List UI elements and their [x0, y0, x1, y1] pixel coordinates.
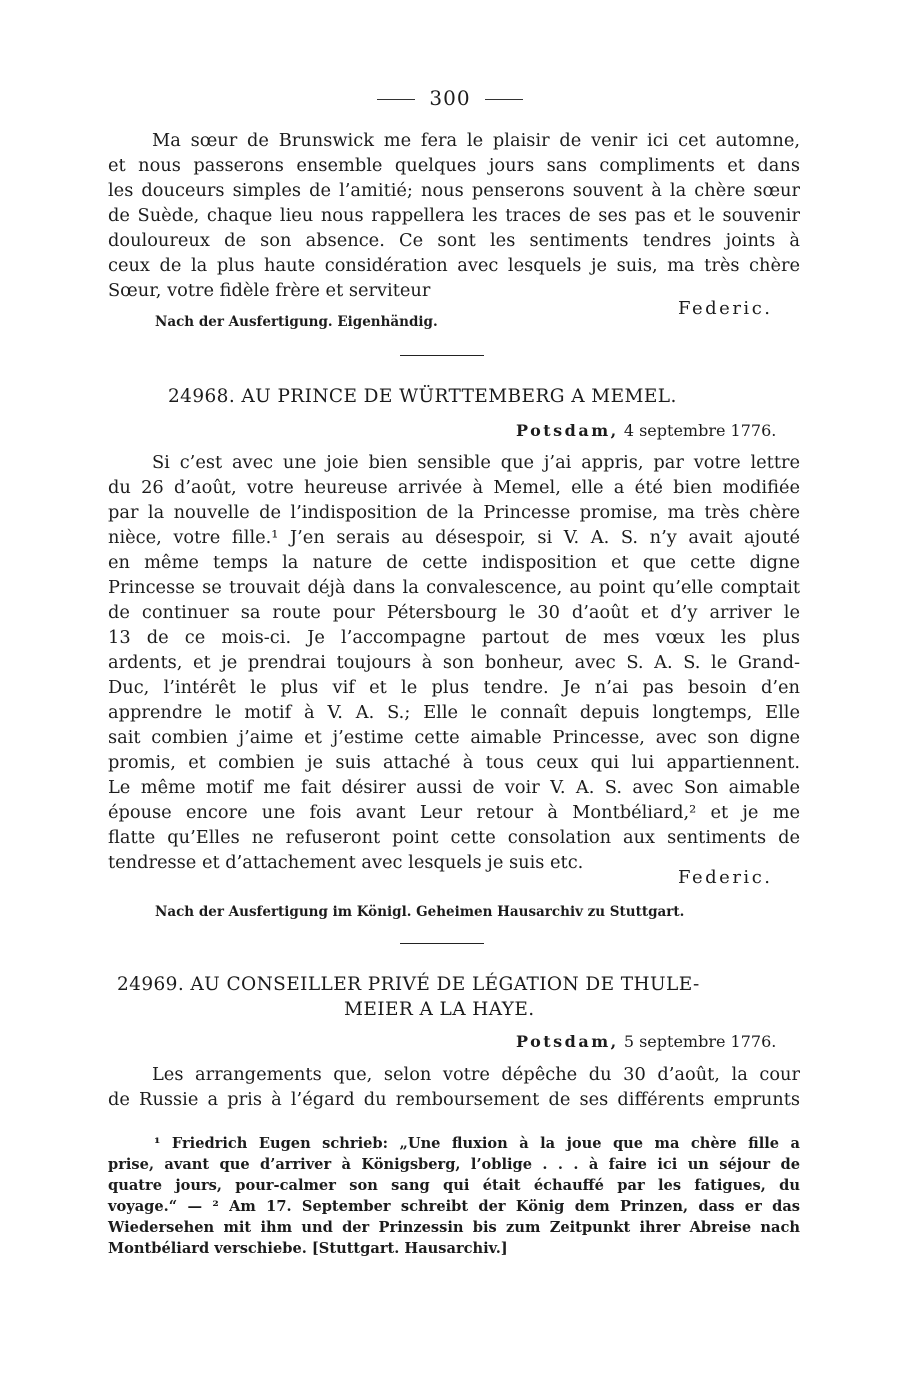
- footnote-line: prise, avant que d’arriver à Königsberg, l’oblige . . . à faire ici un séjour de: [108, 1156, 800, 1173]
- text-line: ardents, et je prendrai toujours à son bonheur, avec S. A. S. le Grand-: [108, 652, 800, 673]
- text-line: promis, et combien je suis attaché à tous ceux qui lui appartiennent.: [108, 752, 800, 773]
- footnote-line: Wiedersehen mit ihm und der Prinzessin bis zum Zeitpunkt ihrer Abreise nach: [108, 1219, 800, 1236]
- text-line: Sœur, votre fidèle frère et serviteur: [108, 280, 431, 301]
- letter-2-dateline: [516, 421, 776, 440]
- text-line: du 26 d’août, votre heureuse arrivée à Memel, elle a été bien modifiée: [108, 477, 800, 498]
- letter-2-date: 4 septembre 1776.: [618, 421, 777, 440]
- footnote-line: Montbéliard verschiebe. [Stuttgart. Hausarchiv.]: [108, 1240, 508, 1257]
- footnote-line: voyage.“ — ² Am 17. September schreibt der König dem Prinzen, dass er das: [108, 1198, 800, 1215]
- letter-2-heading: 24968. AU PRINCE DE WÜRTTEMBERG A MEMEL.: [168, 386, 677, 407]
- letter-3-dateline: [516, 1032, 776, 1051]
- text-line: Princesse se trouvait déjà dans la convalescence, au point qu’elle comptait: [108, 577, 800, 598]
- text-line: Si c’est avec une joie bien sensible que j’ai appris, par votre lettre: [152, 452, 800, 473]
- footnote-line: ¹ Friedrich Eugen schrieb: „Une fluxion à la joue que ma chère fille a: [154, 1135, 800, 1152]
- text-line: flatte qu’Elles ne refuseront point cette consolation aux sentiments de: [108, 827, 800, 848]
- text-line: de Suède, chaque lieu nous rappellera les traces de ses pas et le souvenir: [108, 205, 800, 226]
- letter-2-source-note: Nach der Ausfertigung im Königl. Geheimen Hausarchiv zu Stuttgart.: [155, 904, 685, 920]
- letter-1-source-note: Nach der Ausfertigung. Eigenhändig.: [155, 314, 438, 330]
- text-line: épouse encore une fois avant Leur retour à Montbéliard,² et je me: [108, 802, 800, 823]
- section-divider: [400, 943, 484, 944]
- page-number-dash-right: [485, 99, 523, 100]
- letter-1-signature: Federic.: [678, 298, 773, 319]
- text-line: et nous passerons ensemble quelques jours sans compliments et dans: [108, 155, 800, 176]
- text-line: douloureux de son absence. Ce sont les sentiments tendres joints à: [108, 230, 800, 251]
- text-line: tendresse et d’attachement avec lesquels je suis etc.: [108, 852, 584, 873]
- text-line: ceux de la plus haute considération avec lesquels je suis, ma très chère: [108, 255, 800, 276]
- text-line: nièce, votre fille.¹ J’en serais au désespoir, si V. A. S. n’y avait ajouté: [108, 527, 800, 548]
- text-line: de continuer sa route pour Pétersbourg le 30 d’août et d’y arriver le: [108, 602, 800, 623]
- letter-2-date-place: Potsdam,: [516, 421, 619, 440]
- section-divider: [400, 355, 484, 356]
- letter-3-heading-line-2: MEIER A LA HAYE.: [344, 999, 535, 1020]
- text-line: par la nouvelle de l’indisposition de la Princesse promise, ma très chère: [108, 502, 800, 523]
- page-number-dash-left: [377, 99, 415, 100]
- footnote-line: quatre jours, pour-calmer son sang qui était échauffé par les fatigues, du: [108, 1177, 800, 1194]
- text-line: les douceurs simples de l’amitié; nous penserons souvent à la chère sœur: [108, 180, 800, 201]
- text-line: en même temps la nature de cette indisposition et que cette digne: [108, 552, 800, 573]
- letter-2-signature: Federic.: [678, 867, 773, 888]
- text-line: apprendre le motif à V. A. S.; Elle le connaît depuis longtemps, Elle: [108, 702, 800, 723]
- letter-3-date: 5 septembre 1776.: [618, 1032, 777, 1051]
- letter-3-date-place: Potsdam,: [516, 1032, 619, 1051]
- text-line: Duc, l’intérêt le plus vif et le plus tendre. Je n’ai pas besoin d’en: [108, 677, 800, 698]
- text-line: Le même motif me fait désirer aussi de voir V. A. S. avec Son aimable: [108, 777, 800, 798]
- letter-3-heading-line-1: 24969. AU CONSEILLER PRIVÉ DE LÉGATION DE THULE-: [117, 974, 700, 995]
- text-line: de Russie a pris à l’égard du remboursement de ses différents emprunts: [108, 1089, 800, 1110]
- text-line: Ma sœur de Brunswick me fera le plaisir de venir ici cet automne,: [152, 130, 800, 151]
- text-line: sait combien j’aime et j’estime cette aimable Princesse, avec son digne: [108, 727, 800, 748]
- text-line: 13 de ce mois-ci. Je l’accompagne partout de mes vœux les plus: [108, 627, 800, 648]
- page-number: [0, 86, 900, 110]
- text-line: Les arrangements que, selon votre dépêche du 30 d’août, la cour: [152, 1064, 800, 1085]
- page-number-text: 300: [429, 86, 471, 110]
